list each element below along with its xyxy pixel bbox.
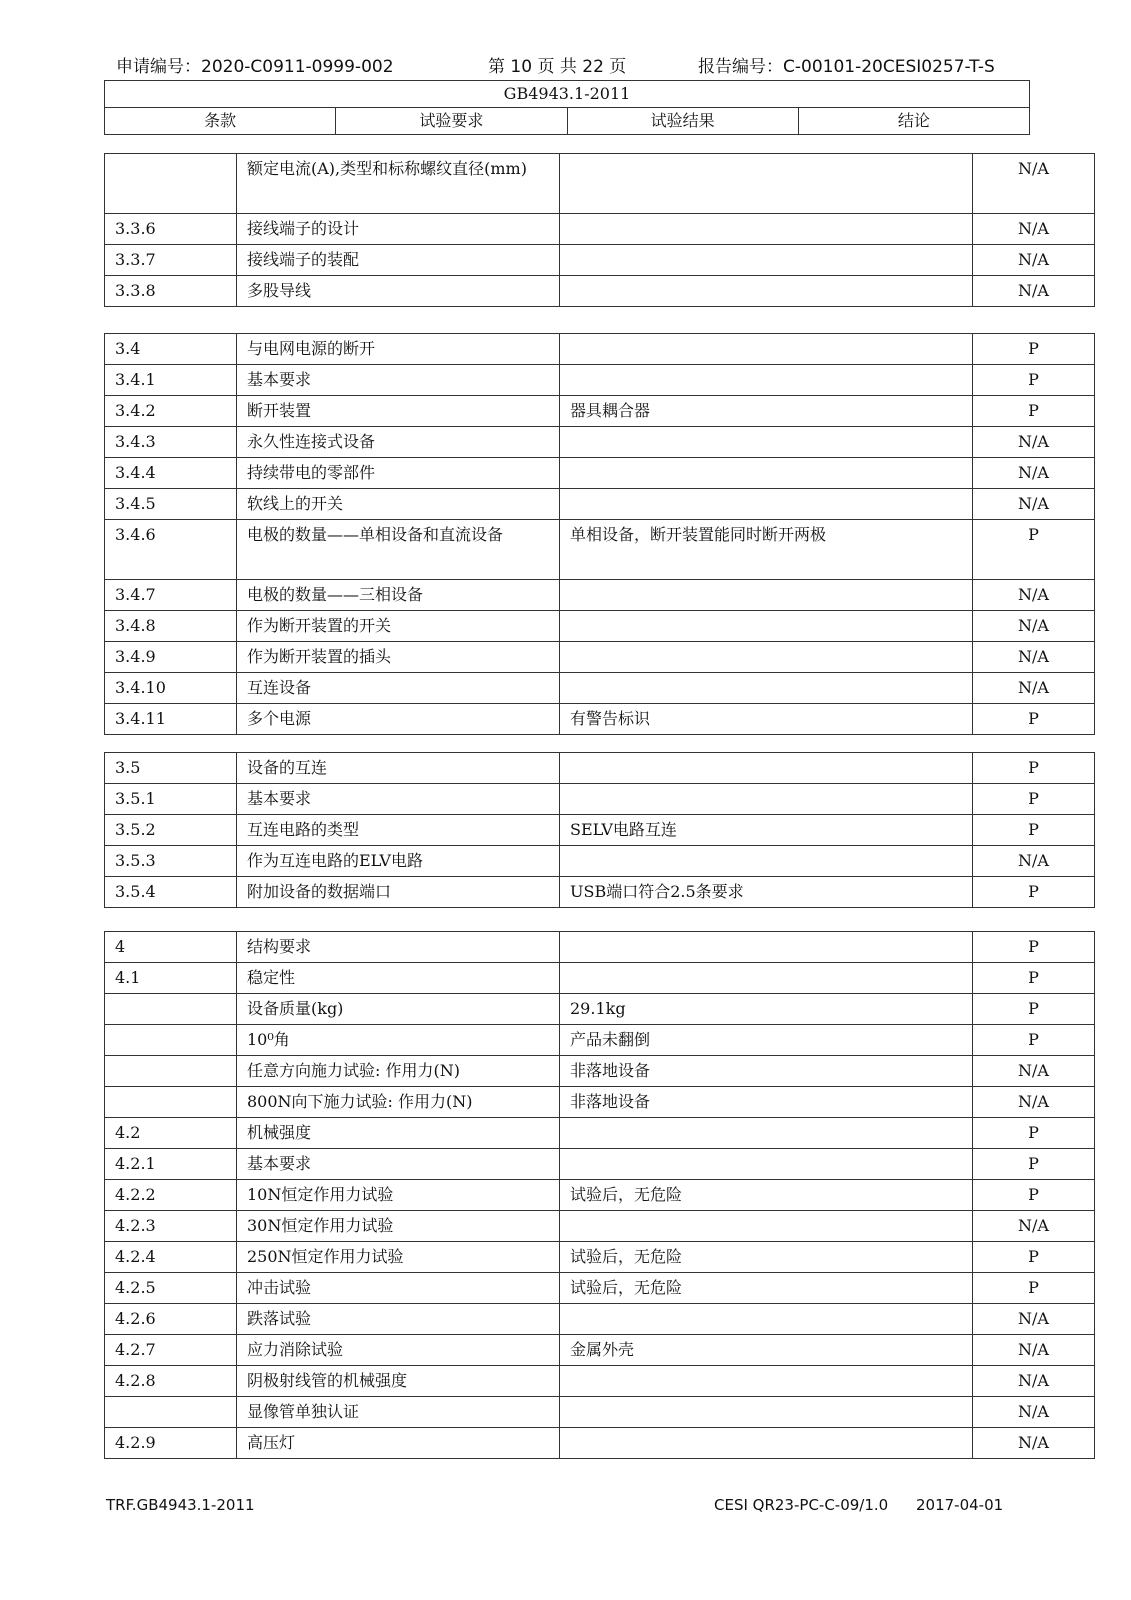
conclusion-cell: N/A xyxy=(973,1366,1095,1397)
result-cell xyxy=(560,1428,973,1459)
result-cell: 试验后，无危险 xyxy=(560,1180,973,1211)
clause-cell: 3.3.8 xyxy=(105,276,237,307)
org-code: CESI QR23-PC-C-09/1.0 xyxy=(714,1496,889,1514)
conclusion-cell: N/A xyxy=(973,642,1095,673)
result-cell: 试验后，无危险 xyxy=(560,1273,973,1304)
table-row xyxy=(105,154,1095,214)
table-row xyxy=(105,214,1095,245)
requirement-cell: 稳定性 xyxy=(237,963,560,994)
conclusion-cell: N/A xyxy=(973,1056,1095,1087)
clause-cell xyxy=(105,1397,237,1428)
result-cell: 29.1kg xyxy=(560,994,973,1025)
conclusion-cell: P xyxy=(973,1025,1095,1056)
table-row xyxy=(105,642,1095,673)
clause-cell: 4.2.1 xyxy=(105,1149,237,1180)
conclusion-cell: N/A xyxy=(973,1087,1095,1118)
result-cell: 单相设备，断开装置能同时断开两极 xyxy=(560,520,973,580)
clause-cell xyxy=(105,1025,237,1056)
table-row xyxy=(105,1242,1095,1273)
conclusion-cell: N/A xyxy=(973,427,1095,458)
conclusion-cell: N/A xyxy=(973,611,1095,642)
table-row xyxy=(105,580,1095,611)
requirement-cell: 永久性连接式设备 xyxy=(237,427,560,458)
clause-cell: 3.4.4 xyxy=(105,458,237,489)
requirement-cell: 作为断开装置的插头 xyxy=(237,642,560,673)
requirement-cell: 互连设备 xyxy=(237,673,560,704)
table-row xyxy=(105,784,1095,815)
requirement-cell: 与电网电源的断开 xyxy=(237,334,560,365)
result-cell xyxy=(560,245,973,276)
result-cell: 非落地设备 xyxy=(560,1087,973,1118)
requirement-cell: 多个电源 xyxy=(237,704,560,735)
requirement-cell: 任意方向施力试验: 作用力(N) xyxy=(237,1056,560,1087)
requirement-cell: 互连电路的类型 xyxy=(237,815,560,846)
result-cell xyxy=(560,580,973,611)
standard-header-table xyxy=(104,80,1030,135)
table-row xyxy=(105,1180,1095,1211)
clause-cell: 4.1 xyxy=(105,963,237,994)
table-row xyxy=(105,963,1095,994)
table-row xyxy=(105,704,1095,735)
conclusion-cell: N/A xyxy=(973,458,1095,489)
conclusion-cell: N/A xyxy=(973,580,1095,611)
conclusion-cell: N/A xyxy=(973,846,1095,877)
conclusion-cell: N/A xyxy=(973,1335,1095,1366)
table-row xyxy=(105,932,1095,963)
result-cell xyxy=(560,753,973,784)
clause-cell: 4.2.2 xyxy=(105,1180,237,1211)
clause-cell: 4.2.3 xyxy=(105,1211,237,1242)
requirement-cell: 接线端子的装配 xyxy=(237,245,560,276)
result-cell xyxy=(560,154,973,214)
page-indicator: 第 10 页 共 22 页 xyxy=(488,57,627,77)
result-cell: 产品未翻倒 xyxy=(560,1025,973,1056)
table-row xyxy=(105,1087,1095,1118)
conclusion-cell: N/A xyxy=(973,673,1095,704)
result-cell xyxy=(560,365,973,396)
clause-cell: 3.3.6 xyxy=(105,214,237,245)
report-number: 报告编号：C-00101-20CESI0257-T-S xyxy=(698,57,995,77)
conclusion-cell: P xyxy=(973,1149,1095,1180)
footer-date: 2017-04-01 xyxy=(916,1496,1004,1514)
clause-block xyxy=(104,333,1095,735)
table-row xyxy=(105,1025,1095,1056)
result-cell xyxy=(560,1118,973,1149)
table-row xyxy=(105,334,1095,365)
requirement-cell: 基本要求 xyxy=(237,784,560,815)
requirement-cell: 阴极射线管的机械强度 xyxy=(237,1366,560,1397)
clause-cell: 4.2.6 xyxy=(105,1304,237,1335)
result-cell: SELV电路互连 xyxy=(560,815,973,846)
table-row xyxy=(105,1428,1095,1459)
table-row xyxy=(105,846,1095,877)
clause-cell: 3.4.5 xyxy=(105,489,237,520)
requirement-cell: 附加设备的数据端口 xyxy=(237,877,560,908)
requirement-cell: 作为断开装置的开关 xyxy=(237,611,560,642)
clause-cell xyxy=(105,154,237,214)
clause-cell xyxy=(105,1087,237,1118)
clause-cell: 4 xyxy=(105,932,237,963)
table-row xyxy=(105,877,1095,908)
result-cell xyxy=(560,1366,973,1397)
table-row xyxy=(105,1304,1095,1335)
requirement-cell: 接线端子的设计 xyxy=(237,214,560,245)
conclusion-cell: N/A xyxy=(973,276,1095,307)
clause-cell: 3.5.1 xyxy=(105,784,237,815)
clause-cell: 3.5.2 xyxy=(105,815,237,846)
result-cell xyxy=(560,489,973,520)
requirement-cell: 10⁰角 xyxy=(237,1025,560,1056)
conclusion-cell: P xyxy=(973,877,1095,908)
standard-title: GB4943.1-2011 xyxy=(105,81,1030,108)
conclusion-cell: P xyxy=(973,784,1095,815)
conclusion-cell: P xyxy=(973,932,1095,963)
clause-cell: 4.2.8 xyxy=(105,1366,237,1397)
table-row xyxy=(105,815,1095,846)
requirement-cell: 显像管单独认证 xyxy=(237,1397,560,1428)
conclusion-cell: N/A xyxy=(973,154,1095,214)
result-cell xyxy=(560,784,973,815)
conclusion-cell: P xyxy=(973,1118,1095,1149)
result-cell: 金属外壳 xyxy=(560,1335,973,1366)
result-cell xyxy=(560,642,973,673)
clause-cell: 3.5.3 xyxy=(105,846,237,877)
table-row xyxy=(105,1118,1095,1149)
requirement-cell: 跌落试验 xyxy=(237,1304,560,1335)
clause-cell: 3.4.11 xyxy=(105,704,237,735)
conclusion-cell: P xyxy=(973,704,1095,735)
result-cell xyxy=(560,214,973,245)
requirement-cell: 作为互连电路的ELV电路 xyxy=(237,846,560,877)
clause-cell: 3.4 xyxy=(105,334,237,365)
conclusion-cell: P xyxy=(973,520,1095,580)
clause-cell xyxy=(105,1056,237,1087)
conclusion-cell: N/A xyxy=(973,1397,1095,1428)
result-cell xyxy=(560,427,973,458)
conclusion-cell: P xyxy=(973,1273,1095,1304)
clause-cell: 4.2.9 xyxy=(105,1428,237,1459)
result-cell: USB端口符合2.5条要求 xyxy=(560,877,973,908)
clause-cell: 4.2.4 xyxy=(105,1242,237,1273)
table-row xyxy=(105,673,1095,704)
table-row xyxy=(105,1366,1095,1397)
requirement-cell: 断开装置 xyxy=(237,396,560,427)
requirement-cell: 电极的数量——三相设备 xyxy=(237,580,560,611)
requirement-cell: 应力消除试验 xyxy=(237,1335,560,1366)
result-cell xyxy=(560,458,973,489)
column-header-conclusion: 结论 xyxy=(798,108,1029,135)
clause-cell: 4.2 xyxy=(105,1118,237,1149)
clause-cell: 4.2.5 xyxy=(105,1273,237,1304)
result-cell xyxy=(560,334,973,365)
clause-block xyxy=(104,752,1095,908)
table-row xyxy=(105,520,1095,580)
conclusion-cell: P xyxy=(973,994,1095,1025)
requirement-cell: 额定电流(A),类型和标称螺纹直径(mm) xyxy=(237,154,560,214)
table-row xyxy=(105,1056,1095,1087)
table-row xyxy=(105,1211,1095,1242)
table-row xyxy=(105,1273,1095,1304)
clause-cell: 4.2.7 xyxy=(105,1335,237,1366)
table-row xyxy=(105,994,1095,1025)
table-row xyxy=(105,365,1095,396)
result-cell xyxy=(560,1149,973,1180)
page-footer xyxy=(104,1496,1030,1520)
table-row xyxy=(105,489,1095,520)
table-row xyxy=(105,245,1095,276)
table-row xyxy=(105,1149,1095,1180)
table-row xyxy=(105,1335,1095,1366)
form-id: TRF.GB4943.1-2011 xyxy=(106,1496,255,1514)
conclusion-cell: N/A xyxy=(973,1428,1095,1459)
requirement-cell: 30N恒定作用力试验 xyxy=(237,1211,560,1242)
clause-cell: 3.4.7 xyxy=(105,580,237,611)
requirement-cell: 10N恒定作用力试验 xyxy=(237,1180,560,1211)
conclusion-cell: P xyxy=(973,963,1095,994)
column-header-requirement: 试验要求 xyxy=(336,108,567,135)
conclusion-cell: P xyxy=(973,396,1095,427)
requirement-cell: 250N恒定作用力试验 xyxy=(237,1242,560,1273)
requirement-cell: 高压灯 xyxy=(237,1428,560,1459)
result-cell xyxy=(560,846,973,877)
column-header-result: 试验结果 xyxy=(567,108,798,135)
table-row xyxy=(105,458,1095,489)
page-header xyxy=(110,52,1030,78)
column-header-clause: 条款 xyxy=(105,108,336,135)
requirement-cell: 设备质量(kg) xyxy=(237,994,560,1025)
clause-cell: 3.5 xyxy=(105,753,237,784)
requirement-cell: 设备的互连 xyxy=(237,753,560,784)
clause-cell: 3.4.2 xyxy=(105,396,237,427)
requirement-cell: 冲击试验 xyxy=(237,1273,560,1304)
conclusion-cell: N/A xyxy=(973,245,1095,276)
application-number: 申请编号：2020-C0911-0999-002 xyxy=(116,57,394,77)
clause-cell: 3.4.9 xyxy=(105,642,237,673)
result-cell: 器具耦合器 xyxy=(560,396,973,427)
result-cell: 试验后，无危险 xyxy=(560,1242,973,1273)
conclusion-cell: P xyxy=(973,753,1095,784)
requirement-cell: 软线上的开关 xyxy=(237,489,560,520)
result-cell xyxy=(560,932,973,963)
clause-cell xyxy=(105,994,237,1025)
result-cell xyxy=(560,673,973,704)
conclusion-cell: N/A xyxy=(973,214,1095,245)
table-row xyxy=(105,276,1095,307)
table-row xyxy=(105,1397,1095,1428)
clause-cell: 3.4.10 xyxy=(105,673,237,704)
clause-cell: 3.4.3 xyxy=(105,427,237,458)
clause-cell: 3.3.7 xyxy=(105,245,237,276)
conclusion-cell: N/A xyxy=(973,489,1095,520)
table-row xyxy=(105,611,1095,642)
result-cell xyxy=(560,611,973,642)
clause-block xyxy=(104,931,1095,1459)
requirement-cell: 结构要求 xyxy=(237,932,560,963)
result-cell xyxy=(560,1211,973,1242)
requirement-cell: 多股导线 xyxy=(237,276,560,307)
conclusion-cell: P xyxy=(973,815,1095,846)
requirement-cell: 电极的数量——单相设备和直流设备 xyxy=(237,520,560,580)
table-row xyxy=(105,753,1095,784)
result-cell xyxy=(560,963,973,994)
conclusion-cell: P xyxy=(973,1242,1095,1273)
clause-cell: 3.4.6 xyxy=(105,520,237,580)
conclusion-cell: P xyxy=(973,334,1095,365)
table-row xyxy=(105,396,1095,427)
conclusion-cell: P xyxy=(973,1180,1095,1211)
conclusion-cell: N/A xyxy=(973,1211,1095,1242)
requirement-cell: 机械强度 xyxy=(237,1118,560,1149)
requirement-cell: 基本要求 xyxy=(237,365,560,396)
requirement-cell: 800N向下施力试验: 作用力(N) xyxy=(237,1087,560,1118)
result-cell: 非落地设备 xyxy=(560,1056,973,1087)
clause-cell: 3.4.1 xyxy=(105,365,237,396)
result-cell xyxy=(560,276,973,307)
table-row xyxy=(105,427,1095,458)
clause-cell: 3.5.4 xyxy=(105,877,237,908)
clause-cell: 3.4.8 xyxy=(105,611,237,642)
clause-block xyxy=(104,153,1095,307)
conclusion-cell: P xyxy=(973,365,1095,396)
result-cell xyxy=(560,1304,973,1335)
requirement-cell: 基本要求 xyxy=(237,1149,560,1180)
result-cell: 有警告标识 xyxy=(560,704,973,735)
conclusion-cell: N/A xyxy=(973,1304,1095,1335)
result-cell xyxy=(560,1397,973,1428)
requirement-cell: 持续带电的零部件 xyxy=(237,458,560,489)
